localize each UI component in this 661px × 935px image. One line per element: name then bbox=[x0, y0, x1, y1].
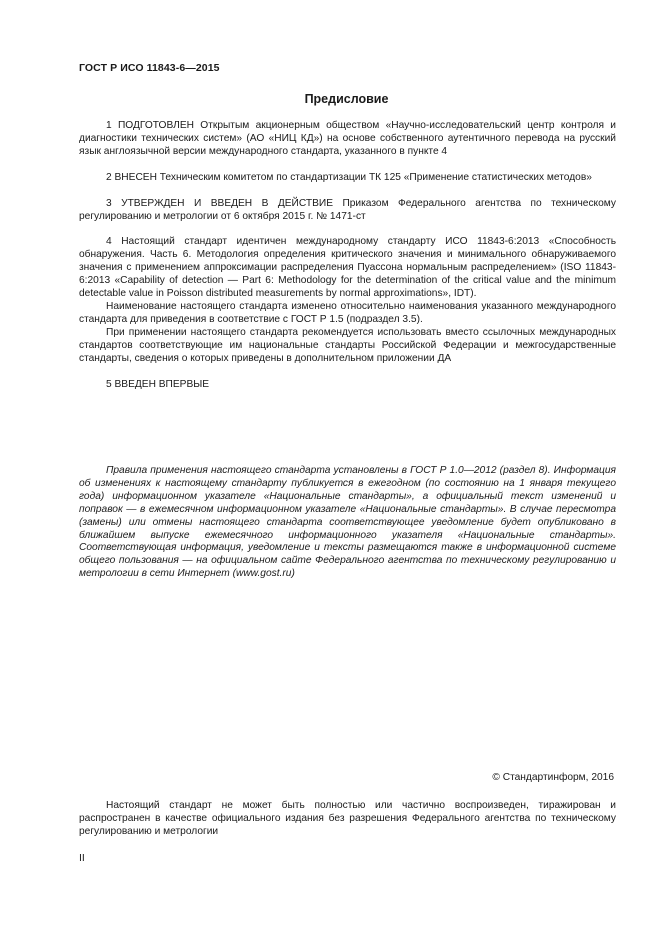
footer-text: Настоящий стандарт не может быть полностью или частично воспроизведен, тиражирован и распространен в качестве официального издания без разрешения Федерального агентства по техническому регулированию и метрологии bbox=[79, 800, 616, 837]
preface-item-4: 4 Настоящий стандарт идентичен международному стандарту ИСО 11843-6:2013 «Способность обнаружения. Часть 6. Методология определения критического значения и минимального обнаруживаемого значения с применением аппроксимации распределения Пуассона нормальным распределением» (ISO 11843-6:2013 «Capability of detection — Part 6: Methodology for the determination of the critical value and the minimum detectable value in Poisson distributed measurements by normal approximations», IDT). bbox=[79, 236, 616, 300]
preface-section bbox=[79, 120, 616, 391]
page-title: Предисловие bbox=[304, 92, 389, 106]
preface-item-1: 1 ПОДГОТОВЛЕН Открытым акционерным обществом «Научно-исследовательский центр контроля и диагностики технических систем» (АО «НИЦ КД») на основе собственного аутентичного перевода на русский язык англоязычной версии международного стандарта, указанного в пункте 4 bbox=[79, 120, 616, 157]
preface-item-3: 3 УТВЕРЖДЕН И ВВЕДЕН В ДЕЙСТВИЕ Приказом Федерального агентства по техническому регулированию и метрологии от 6 октября 2015 г. № 1471-ст bbox=[79, 197, 616, 222]
notice-text: Правила применения настоящего стандарта установлены в ГОСТ Р 1.0—2012 (раздел 8). Информация об изменениях к настоящему стандарту публикуется в ежегодном (по состоянию на 1 января текущего года) информационном указателе «Национальные стандарты», а официальный текст изменений и поправок — в ежемесячном информационном указателе «Национальные стандарты». В случае пересмотра (замены) или отмены настоящего стандарта соответствующее уведомление будет опубликовано в ближайшем выпуске ежемесячного информационного указателя «Национальные стандарты». Соответствующая информация, уведомление и тексты размещаются также в информационной системе общего пользования — на официальном сайте Федерального агентства по техническому регулированию и метрологии в сети Интернет (www.gost.ru) bbox=[79, 465, 616, 580]
preface-item-2: 2 ВНЕСЕН Техническим комитетом по стандартизации ТК 125 «Применение статистических методов» bbox=[106, 171, 592, 183]
notice-block bbox=[79, 465, 616, 581]
preface-item-5: 5 ВВЕДЕН ВПЕРВЫЕ bbox=[106, 378, 210, 390]
page-number: II bbox=[79, 852, 85, 864]
document-header: ГОСТ Р ИСО 11843-6—2015 bbox=[79, 62, 220, 74]
copyright-line: © Стандартинформ, 2016 bbox=[492, 772, 614, 783]
preface-item-4-name-note: Наименование настоящего стандарта изменено относительно наименования указанного международного стандарта для приведения в соответствие с ГОСТ Р 1.5 (подраздел 3.5). bbox=[79, 300, 616, 325]
preface-item-4-refs-note: При применении настоящего стандарта рекомендуется использовать вместо ссылочных международных стандартов соответствующие им национальные стандарты Российской Федерации и межгосударственные стандарты, сведения о которых приведены в дополнительном приложении ДА bbox=[79, 326, 616, 364]
footer-block bbox=[79, 800, 616, 839]
